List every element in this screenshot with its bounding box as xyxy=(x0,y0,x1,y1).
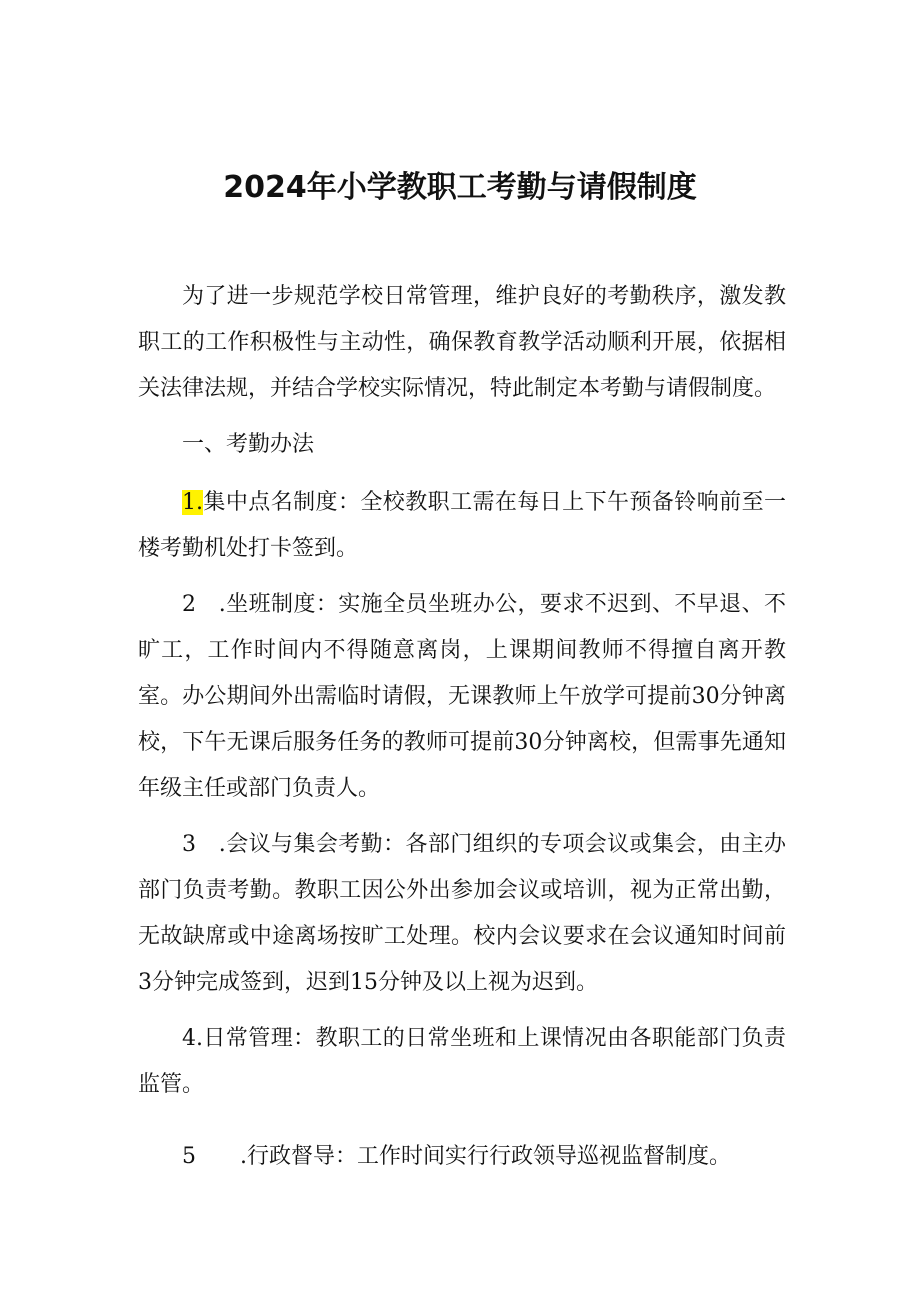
item-text: 行政督导：工作时间实行行政领导巡视监督制度。 xyxy=(247,1144,732,1169)
item-text: 集中点名制度：全校教职工需在每日上下午预备铃响前至一楼考勤机处打卡签到。 xyxy=(138,490,786,561)
item-number: 4. xyxy=(182,1026,203,1051)
list-item xyxy=(138,582,786,812)
list-item xyxy=(138,1134,786,1180)
item-number: 5 . xyxy=(182,1144,247,1169)
list-item xyxy=(138,1016,786,1108)
item-text: 会议与集会考勤：各部门组织的专项会议或集会，由主办部门负责考勤。教职工因公外出参加会议或培训，视为正常出勤，无故缺席或中途离场按旷工处理。校内会议要求在会议通知时间前3分钟完成签到，迟到15分钟及以上视为迟到。 xyxy=(138,832,786,995)
item-text: 坐班制度：实施全员坐班办公，要求不迟到、不早退、不旷工，工作时间内不得随意离岗，上课期间教师不得擅自离开教室。办公期间外出需临时请假，无课教师上午放学可提前30分钟离校，下午无课后服务任务的教师可提前30分钟离校，但需事先通知年级主任或部门负责人。 xyxy=(138,592,786,801)
list-item xyxy=(138,480,786,572)
intro-paragraph: 为了进一步规范学校日常管理，维护良好的考勤秩序，激发教职工的工作积极性与主动性，确保教育教学活动顺利开展，依据相关法律法规，并结合学校实际情况，特此制定本考勤与请假制度。 xyxy=(138,284,786,401)
document-title: 2024年小学教职工考勤与请假制度 xyxy=(223,170,697,205)
section-heading: 一、考勤办法 xyxy=(182,432,315,457)
list-item xyxy=(138,822,786,1006)
document-body xyxy=(138,274,786,1180)
item-text: 日常管理：教职工的日常坐班和上课情况由各职能部门负责监管。 xyxy=(138,1026,786,1097)
item-number: 2 . xyxy=(182,592,226,617)
item-number-highlighted: 1. xyxy=(182,490,203,515)
item-number: 3 . xyxy=(182,832,226,857)
